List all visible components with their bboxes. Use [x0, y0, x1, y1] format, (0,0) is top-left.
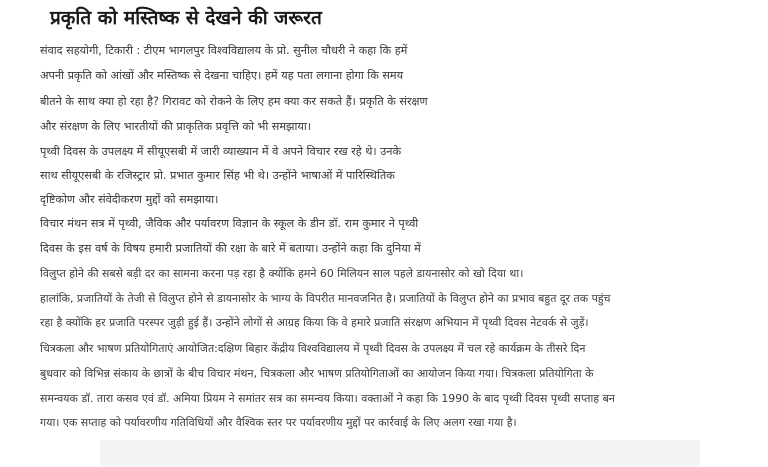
article-line: और संरक्षण के लिए भारतीयों की प्राकृतिक प्रवृत्ति को भी समझाया। — [40, 120, 312, 133]
article-line: दिवस के इस वर्ष के विषय हमारी प्रजातियों की रक्षा के बारे में बताया। उन्होंने कहा कि दुनिया में — [40, 242, 421, 255]
article-line: रहा है क्योंकि हर प्रजाति परस्पर जुड़ी हुई हैं। उन्होंने लोगों से आग्रह किया कि वे हमारे प्रजाति संरक्षण अभियान में पृथ्वी दिवस नेटवर्क से जुड़ें। — [40, 316, 589, 329]
article-line: बीतने के साथ क्या हो रहा है? गिरावट को रोकने के लिए हम क्या कर सकते हैं। प्रकृति के संरक्षण — [40, 95, 428, 108]
article-line: समन्वयक डॉ. तारा कसव एवं डॉ. अमिया प्रियम ने समांतर सत्र का समन्वय किया। वक्ताओं ने कहा कि 1990 के बाद पृथ्वी दिवस पृथ्वी सप्ताह बन — [40, 392, 615, 405]
article-line: हालांकि, प्रजातियों के तेजी से विलुप्त होने से डायनासोर के भाग्य के विपरीत मानवजनित है। प्रजातियों के विलुप्त होने का प्रभाव बहुत दूर तक पहुंच — [40, 292, 611, 305]
article-line: साथ सीयूएसबी के रजिस्ट्रार प्रो. प्रभात कुमार सिंह भी थे। उन्होंने भाषाओं में पारिस्थितिक — [40, 169, 395, 182]
article-line: बुधवार को विभिन्न संकाय के छात्रों के बीच विचार मंथन, चित्रकला और भाषण प्रतियोगिताओं का आयोजन किया गया। चित्रकला प्रतियोगिता के — [40, 367, 594, 380]
article-headline: प्रकृति को मस्तिष्क से देखने की जरूरत — [50, 7, 322, 29]
article-line: गया। एक सप्ताह को पर्यावरणीय गतिविधियों और वैश्विक स्तर पर पर्यावरणीय मुद्दों पर कार्रवाई के लिए अलग रखा गया है। — [40, 416, 517, 429]
article-line: दृष्टिकोण और संवेदीकरण मुद्दों को समझाया। — [40, 193, 219, 206]
article-line: संवाद सहयोगी, टिकारी : टीएम भागलपुर विश्वविद्यालय के प्रो. सुनील चौधरी ने कहा कि हमें — [40, 44, 408, 57]
bottom-shade-strip — [100, 440, 700, 467]
article-line: अपनी प्रकृति को आंखों और मस्तिष्क से देखना चाहिए। हमें यह पता लगाना होगा कि समय — [40, 69, 404, 82]
article-line: विचार मंथन सत्र में पृथ्वी, जैविक और पर्यावरण विज्ञान के स्कूल के डीन डॉ. राम कुमार ने पृथ्वी — [40, 217, 419, 230]
article-line: चित्रकला और भाषण प्रतियोगिताएं आयोजित:दक्षिण बिहार केंद्रीय विश्वविद्यालय में पृथ्वी दिवस के उपलक्ष्य में चल रहे कार्यक्रम के तीसरे दिन — [40, 342, 586, 355]
article-line: पृथ्वी दिवस के उपलक्ष्य में सीयूएसबी में जारी व्याख्यान में वे अपने विचार रख रहे थे। उनके — [40, 145, 402, 158]
article-line: विलुप्त होने की सबसे बड़ी दर का सामना करना पड़ रहा है क्योंकि हमने 60 मिलियन साल पहले डायनासोर को खो दिया था। — [40, 267, 524, 280]
